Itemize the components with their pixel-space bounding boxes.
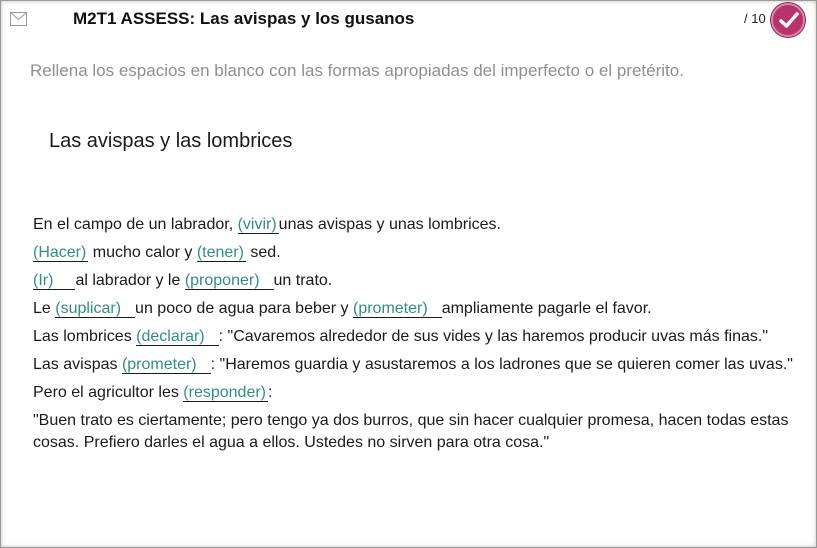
story-line: Pero el agricultor les (responder) : <box>33 384 273 401</box>
story-title: Las avispas y las lombrices <box>49 130 293 152</box>
blank-proponer[interactable]: (proponer) <box>185 272 274 290</box>
story-line: (Ir) al labrador y le (proponer) un trato. <box>33 272 333 289</box>
story-body <box>33 214 798 460</box>
story-line: (Hacer) mucho calor y (tener) sed. <box>33 244 281 261</box>
blank-prometer-2[interactable]: (prometer) <box>122 356 211 374</box>
blank-suplicar[interactable]: (suplicar) <box>55 300 135 318</box>
score-label: / 10 <box>744 11 766 26</box>
instructions-text: Rellena los espacios en blanco con las formas apropiadas del imperfecto o el pretérito. <box>30 61 684 80</box>
story-line: Le (suplicar) un poco de agua para beber y (prometer) ampliamente pagarle el favor. <box>33 300 652 317</box>
story-line: Las avispas (prometer) : "Haremos guardia y asustaremos a los ladrones que se quieren comer las uvas." <box>33 356 793 373</box>
checkmark-icon <box>779 12 799 29</box>
story-line: En el campo de un labrador, (vivir) unas avispas y unas lombrices. <box>33 216 501 233</box>
story-line: "Buen trato es ciertamente; pero tengo ya dos burros, que sin hacer cualquier promesa, hacen todas estas cosas. Prefiero darles el agua a ellos. Ustedes no sirven para otra cosa." <box>33 412 789 451</box>
blank-declarar[interactable]: (declarar) <box>136 328 218 346</box>
blank-prometer-1[interactable]: (prometer) <box>353 300 442 318</box>
blank-ir[interactable]: (Ir) <box>33 272 75 290</box>
blank-hacer[interactable]: (Hacer) <box>33 244 87 261</box>
story-line: Las lombrices (declarar) : "Cavaremos alrededor de sus vides y las haremos producir uvas más finas." <box>33 328 768 345</box>
blank-vivir[interactable]: (vivir) <box>237 216 277 233</box>
completed-badge[interactable] <box>771 3 805 37</box>
quiz-title: M2T1 ASSESS: Las avispas y los gusanos <box>73 9 415 28</box>
blank-responder[interactable]: (responder) <box>183 384 266 401</box>
blank-tener[interactable]: (tener) <box>196 244 244 261</box>
envelope-icon[interactable] <box>10 12 27 26</box>
